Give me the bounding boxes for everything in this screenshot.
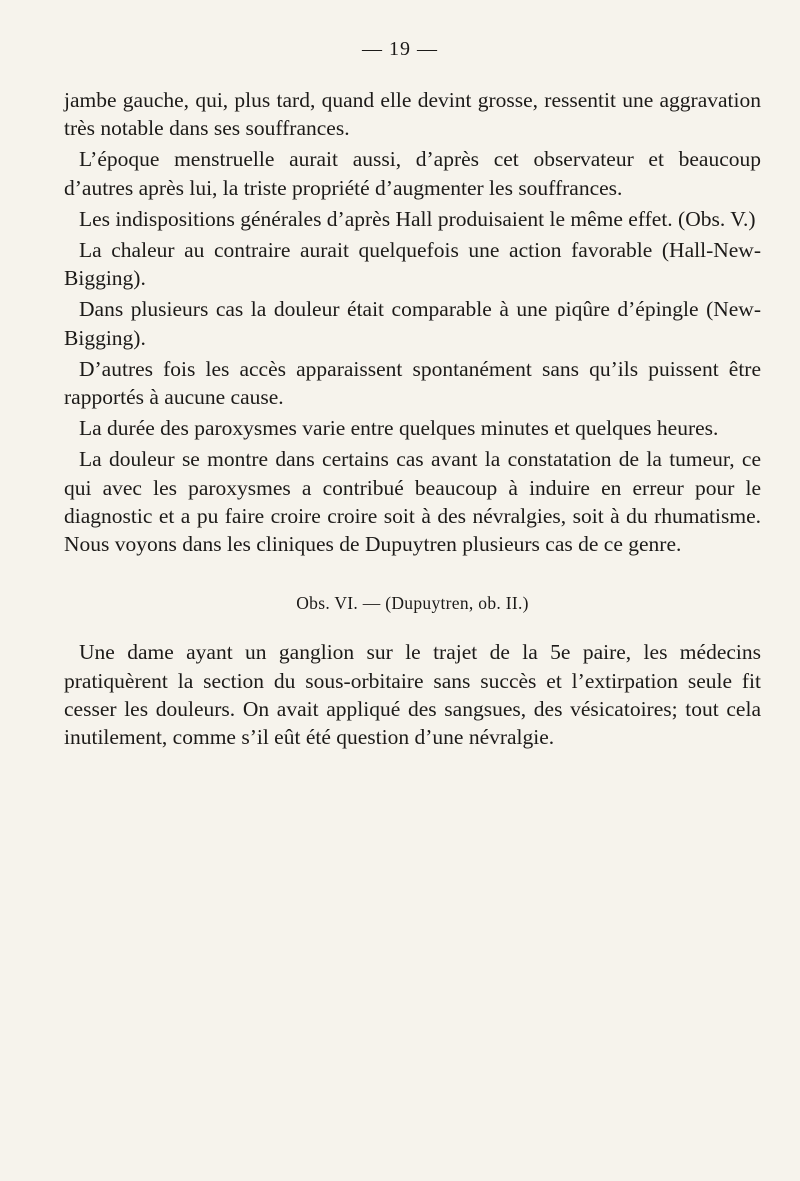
paragraph: L’époque menstruelle aurait aussi, d’après cet observateur et beaucoup d’autres après lui, la triste propriété d’augmenter les souffrances. [64,147,761,200]
paragraph: D’autres fois les accès apparaissent spontanément sans qu’ils puissent être rapportés à aucune cause. [64,356,761,410]
page-number: — 19 — [362,38,438,60]
body-text [64,86,761,751]
paragraph: La chaleur au contraire aurait quelquefois une action favorable (Hall-New-Bigging). [64,238,761,291]
paragraph: La douleur se montre dans certains cas avant la constatation de la tumeur, ce qui avec les paroxysmes a contribué beaucoup à induire en erreur pour le diagnostic et a pu faire croire croire soit à des névralgies, soit à du rhumatisme. Nous voyons dans les cliniques de Dupuytren plusieurs cas de ce genre. [64,447,761,557]
paragraph: La durée des paroxysmes varie entre quelques minutes et quelques heures. [79,416,719,441]
paragraph: Dans plusieurs cas la douleur était comparable à une piqûre d’épingle (New-Bigging). [64,297,761,350]
observation-heading: Obs. VI. — (Dupuytren, ob. II.) [296,593,529,614]
closing-paragraph: Une dame ayant un ganglion sur le trajet de la 5e paire, les médecins pratiquèrent la section du sous-orbitaire sans succès et l’extirpation seule fit cesser les douleurs. On avait appliqué des sangsues, des vésicatoires; tout cela inutilement, comme s’il eût été question d’une névralgie. [64,640,761,750]
paragraph: jambe gauche, qui, plus tard, quand elle devint grosse, ressentit une aggravation très notable dans ses souffrances. [64,88,761,141]
paragraph: Les indispositions générales d’après Hall produisaient le même effet. (Obs. V.) [79,206,756,231]
